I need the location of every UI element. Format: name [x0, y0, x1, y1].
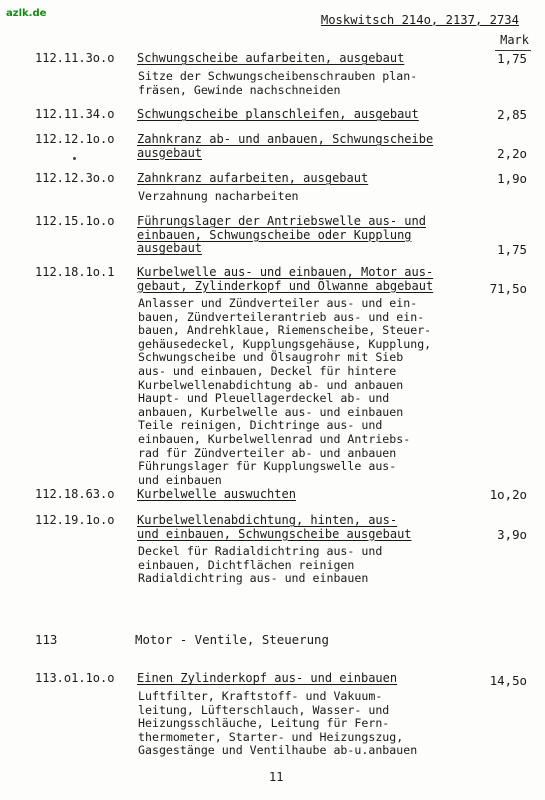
item-description: Deckel für Radialdichtring aus- und einbauen, Dichtflächen reinigen Radialdichtring aus- und einbauen [138, 544, 383, 586]
section-title: Motor - Ventile, Steuerung [135, 632, 329, 647]
item-price: 14,5o [489, 673, 527, 688]
page-number: 11 [269, 770, 284, 784]
watermark-logo: azlk.de [6, 8, 47, 19]
item-number: 113.o1.1o.o [35, 671, 115, 685]
item-description: Verzahnung nacharbeiten [138, 189, 299, 203]
item-title: Schwungscheibe aufarbeiten, ausgebaut [137, 51, 405, 65]
item-title: Kurbelwelle auswuchten [137, 487, 296, 501]
item-description: Sitze der Schwungscheibenschrauben plan- fräsen, Gewinde nachschneiden [138, 69, 418, 97]
item-number: 112.12.3o.o [35, 171, 115, 185]
item-number: 112.18.1o.1 [35, 265, 115, 279]
item-price: 71,5o [489, 281, 527, 296]
item-description: Anlasser und Zündverteiler aus- und ein- bauen, Zündverteilerantrieb aus- und ein- bauen, Andrehklaue, Riemenscheibe, Steuer- gehäusedeckel, Kupplungsgehäuse, Kupplung, Schwungscheibe und Ölsaugrohr mit Sieb aus- und einbauen, Deckel für hintere Kurbelwellenabdichtung ab- und anbauen Haupt- und Pleuellagerdeckel ab- und anbauen, Kurbelwelle aus- und einbauen Teile reinigen, Dichtringe aus- und einbauen, Kurbelwellenrad und Antriebs- rad für Zündverteiler ab- und anbauen Führungslager für Kupplungswelle aus- und einbauen [138, 296, 432, 487]
ink-speck [73, 157, 76, 160]
price-column-header: Mark [500, 33, 529, 47]
item-number: 112.15.1o.o [35, 214, 115, 228]
item-price: 1o,2o [489, 487, 527, 502]
item-price: 1,75 [497, 242, 527, 257]
item-number: 112.11.3o.o [35, 51, 115, 65]
item-number: 112.11.34.o [35, 107, 115, 121]
item-number: 112.18.63.o [35, 487, 115, 501]
item-title: Einen Zylinderkopf aus- und einbauen [137, 671, 398, 685]
item-price: 2,85 [497, 107, 527, 122]
item-title: Kurbelwellenabdichtung, hinten, aus- und einbauen, Schwungscheibe ausgebaut [137, 513, 412, 541]
item-title: Zahnkranz aufarbeiten, ausgebaut [137, 171, 369, 185]
item-title: Kurbelwelle aus- und einbauen, Motor aus- gebaut, Zylinderkopf und Ölwanne abgebaut [137, 265, 434, 293]
item-title: Schwungscheibe planschleifen, ausgebaut [137, 107, 419, 121]
item-number: 112.19.1o.o [35, 513, 115, 527]
item-title: Führungslager der Antriebswelle aus- und einbauen, Schwungscheibe oder Kupplung ausgebaut [137, 214, 426, 256]
item-price: 3,9o [497, 527, 527, 542]
item-price: 1,75 [497, 51, 527, 66]
item-title: Zahnkranz ab- und anbauen, Schwungscheibe ausgebaut [137, 132, 434, 160]
document-title: Moskwitsch 214o, 2137, 2734 [320, 13, 519, 27]
item-number: 112.12.1o.o [35, 132, 115, 146]
item-price: 2,2o [497, 146, 527, 161]
item-price: 1,9o [497, 171, 527, 186]
item-description: Luftfilter, Kraftstoff- und Vakuum- leitung, Lüfterschlauch, Wasser- und Heizungsschläuche, Leitung für Fern- thermometer, Starter- und Heizungszug, Gasgestänge und Ventilhaube ab-u.anbauen [138, 689, 418, 758]
section-number: 113 [35, 632, 58, 647]
